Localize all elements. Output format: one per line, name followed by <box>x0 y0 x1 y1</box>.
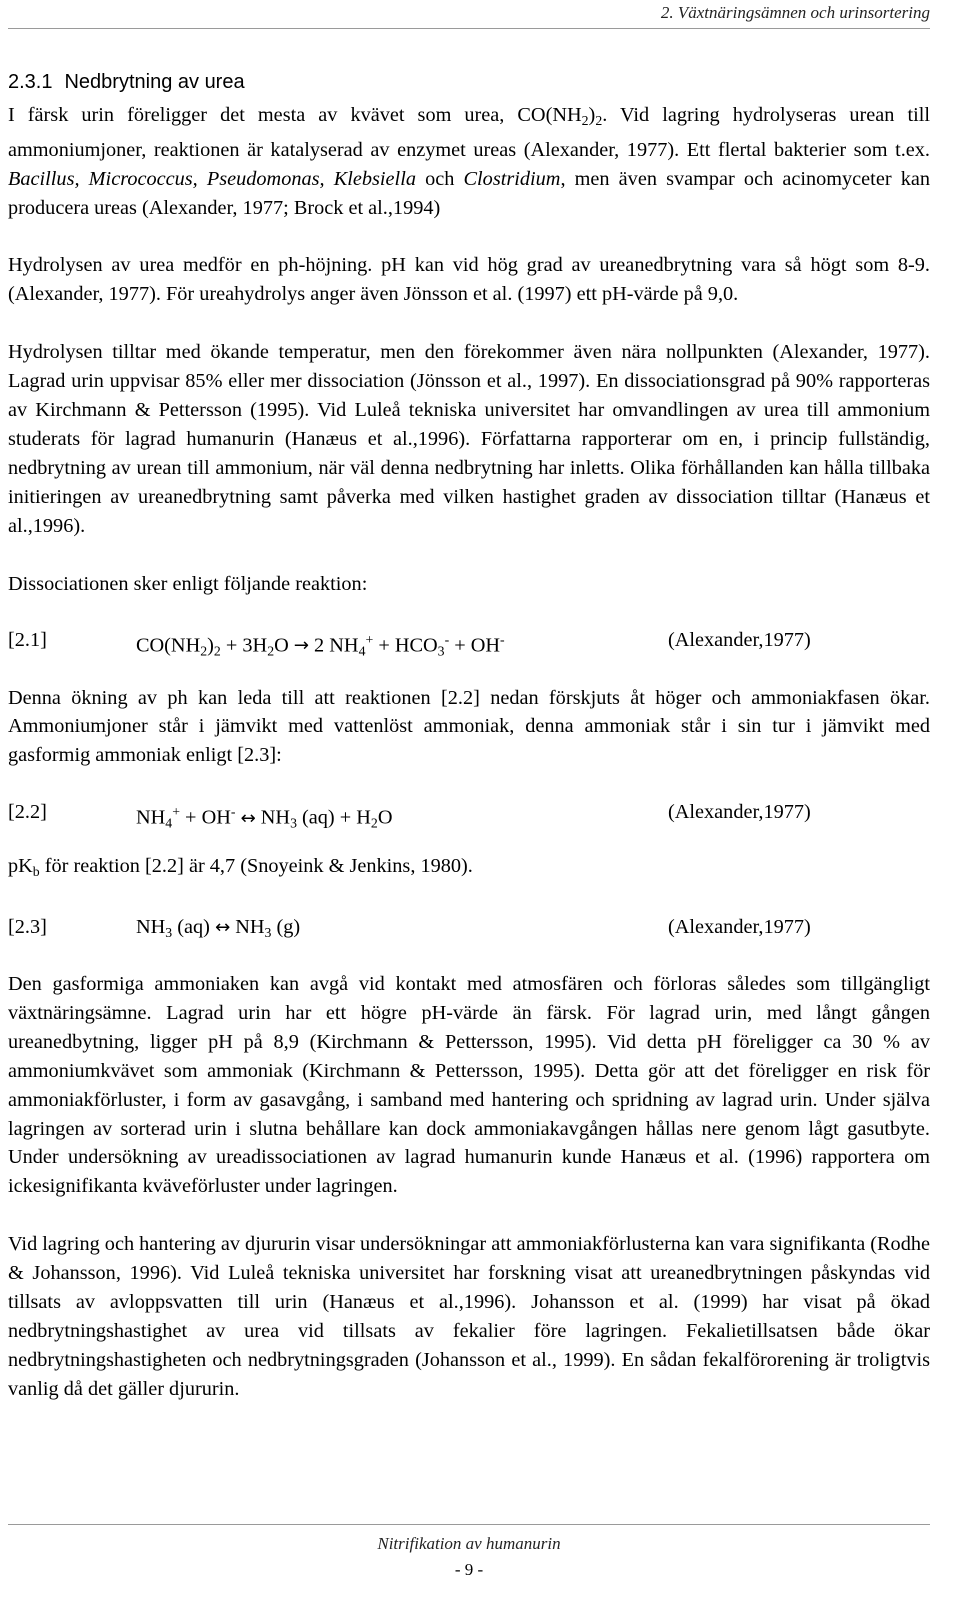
page-number: - 9 - <box>454 1560 484 1579</box>
paragraph-dissociation-intro: Dissociationen sker enligt följande reaktion: <box>8 572 368 595</box>
footer-divider <box>8 1524 930 1525</box>
section-number: 2.3.1 <box>8 71 53 93</box>
paragraph-intro: I färsk urin föreligger det mesta av kvävet som urea, $CO(NH_2)_2$. Vid lagring hydrolyseras urean till ammoniumjoner, reaktionen är katalyserad av enzymet ureas (Alexander, 1977). Ett flertal bakterier som t.ex. Bacillus, Micrococcus, Pseudomonas, Klebsiella och Clostridium, men även svampar och acinomyceter kan producera ureas (Alexander, 1977; Brock et al.,1994) <box>8 104 930 219</box>
equation-reference: (Alexander,1977) <box>668 916 811 939</box>
paragraph-pkb: $pK_b$ för reaktion [2.2] är 4,7 (Snoyeink & Jenkins, 1980). <box>8 855 473 880</box>
equation-formula: $CO(NH_2)_2 + 3H_2O \to 2$ $NH_4^+ + HCO_3^- + OH^-$ <box>136 631 505 658</box>
equation-reference: (Alexander,1977) <box>668 628 811 651</box>
paragraph-ph: Hydrolysen av urea medför en ph-höjning. pH kan vid hög grad av ureanedbrytning vara så högt som 8-9. (Alexander, 1977). För ureahydrolys anger även Jönsson et al. (1997) ett pH-värde på 9,0. <box>8 254 930 306</box>
paragraph-animal-urine: Vid lagring och hantering av djururin visar undersökningar att ammoniakförlusterna kan vara signifikanta (Rodhe & Johansson, 1996). Vid Luleå tekniska universitet har forskning visat att ureanedbrytningen påskyndas vid tillsats av avloppsvatten till urin (Hanæus et al.,1996). Johansson et al. (1999) har visat på ökad nedbrytningshastighet av urea vid tillsats av fekalier före lagringen. Fekalietillsatsen både ökar nedbrytningshastigheten och nedbrytningsgraden (Johansson et al., 1999). En sådan fekalförorening är troligtvis vanlig då det gäller djururin. <box>8 1233 930 1400</box>
equation-2-1 <box>8 625 930 658</box>
bacteria-names: Bacillus, Micrococcus, Pseudomonas, Klebsiella <box>8 167 416 190</box>
header-divider <box>8 28 930 29</box>
equation-number: [2.1] <box>8 628 47 651</box>
document-page <box>8 0 930 1579</box>
footer-title: Nitrifikation av humanurin <box>377 1534 561 1553</box>
bacteria-name-clostridium: Clostridium <box>463 167 561 190</box>
equation-number: [2.2] <box>8 801 47 824</box>
running-header: 2. Växtnäringsämnen och urinsortering <box>660 3 930 22</box>
equation-reference: (Alexander,1977) <box>668 801 811 824</box>
section-heading <box>8 69 930 95</box>
equation-2-3 <box>8 912 930 942</box>
equilibrium-arrow-icon: ↔ <box>240 807 256 829</box>
paragraph-temperature: Hydrolysen tilltar med ökande temperatur, men den förekommer även nära nollpunkten (Alexander, 1977). Lagrad urin uppvisar 85% eller mer dissociation (Jönsson et al., 1997). En dissociationsgrad på 90% rapporteras av Kirchmann & Pettersson (1995). Vid Luleå tekniska universitet har omvandlingen av urea till ammonium studerats för lagrad humanurin (Hanæus et al.,1996). Författarna rapporterar om en, i princip fullständig, nedbrytning av urean till ammonium, när väl denna nedbrytning har inletts. Olika förhållanden kan hålla tillbaka initieringen av ureanedbrytning samt påverka med vilken hastighet graden av dissociation tilltar (Hanæus et al.,1996). <box>8 341 930 537</box>
paragraph-equilibrium: Denna ökning av ph kan leda till att reaktionen [2.2] nedan förskjuts åt höger och ammoniakfasen ökar. Ammoniumjoner står i jämvikt med vattenlöst ammoniak, denna ammoniak står i sin tur i jämvikt med gasformig ammoniak enligt [2.3]: <box>8 686 930 767</box>
reaction-arrow-icon: → <box>293 635 310 657</box>
paragraph-gaseous-ammonia: Den gasformiga ammoniaken kan avgå vid kontakt med atmosfären och förloras således som tillgängligt växtnäringsämne. Lagrad urin har ett högre pH-värde än färsk. För lagrad urin, med långt gången ureanedbytning, ligger pH på 8,9 (Kirchmann & Pettersson, 1995). Vid detta pH föreligger ca 30 % av ammoniumkvävet som ammoniak (Kirchmann & Pettersson, 1995). Detta gör att det föreligger en risk för ammoniakförluster, i form av gasavgång, i samband med hantering och spridning av lagrad urin. Under själva lagringen av sorterad urin i slutna behållare kan dock ammoniakavgången hållas nere genom lågt gasutbyte. Under undersökning av ureadissociationen av lagrad humanurin kunde Hanæus et al. (1996) rapportera om ickesignifikanta kväveförluster under lagringen. <box>8 973 930 1198</box>
equation-formula: $NH_3$ (aq) ↔ $NH_3$ (g) <box>136 916 301 940</box>
equation-2-2 <box>8 797 930 831</box>
equilibrium-arrow-icon: ↔ <box>214 917 231 939</box>
equation-number: [2.3] <box>8 916 47 939</box>
section-title: Nedbrytning av urea <box>64 71 245 93</box>
equation-formula: $NH_4^+ + OH^-$ ↔ $NH_3$ $(aq) + H_2O$ <box>136 804 393 831</box>
